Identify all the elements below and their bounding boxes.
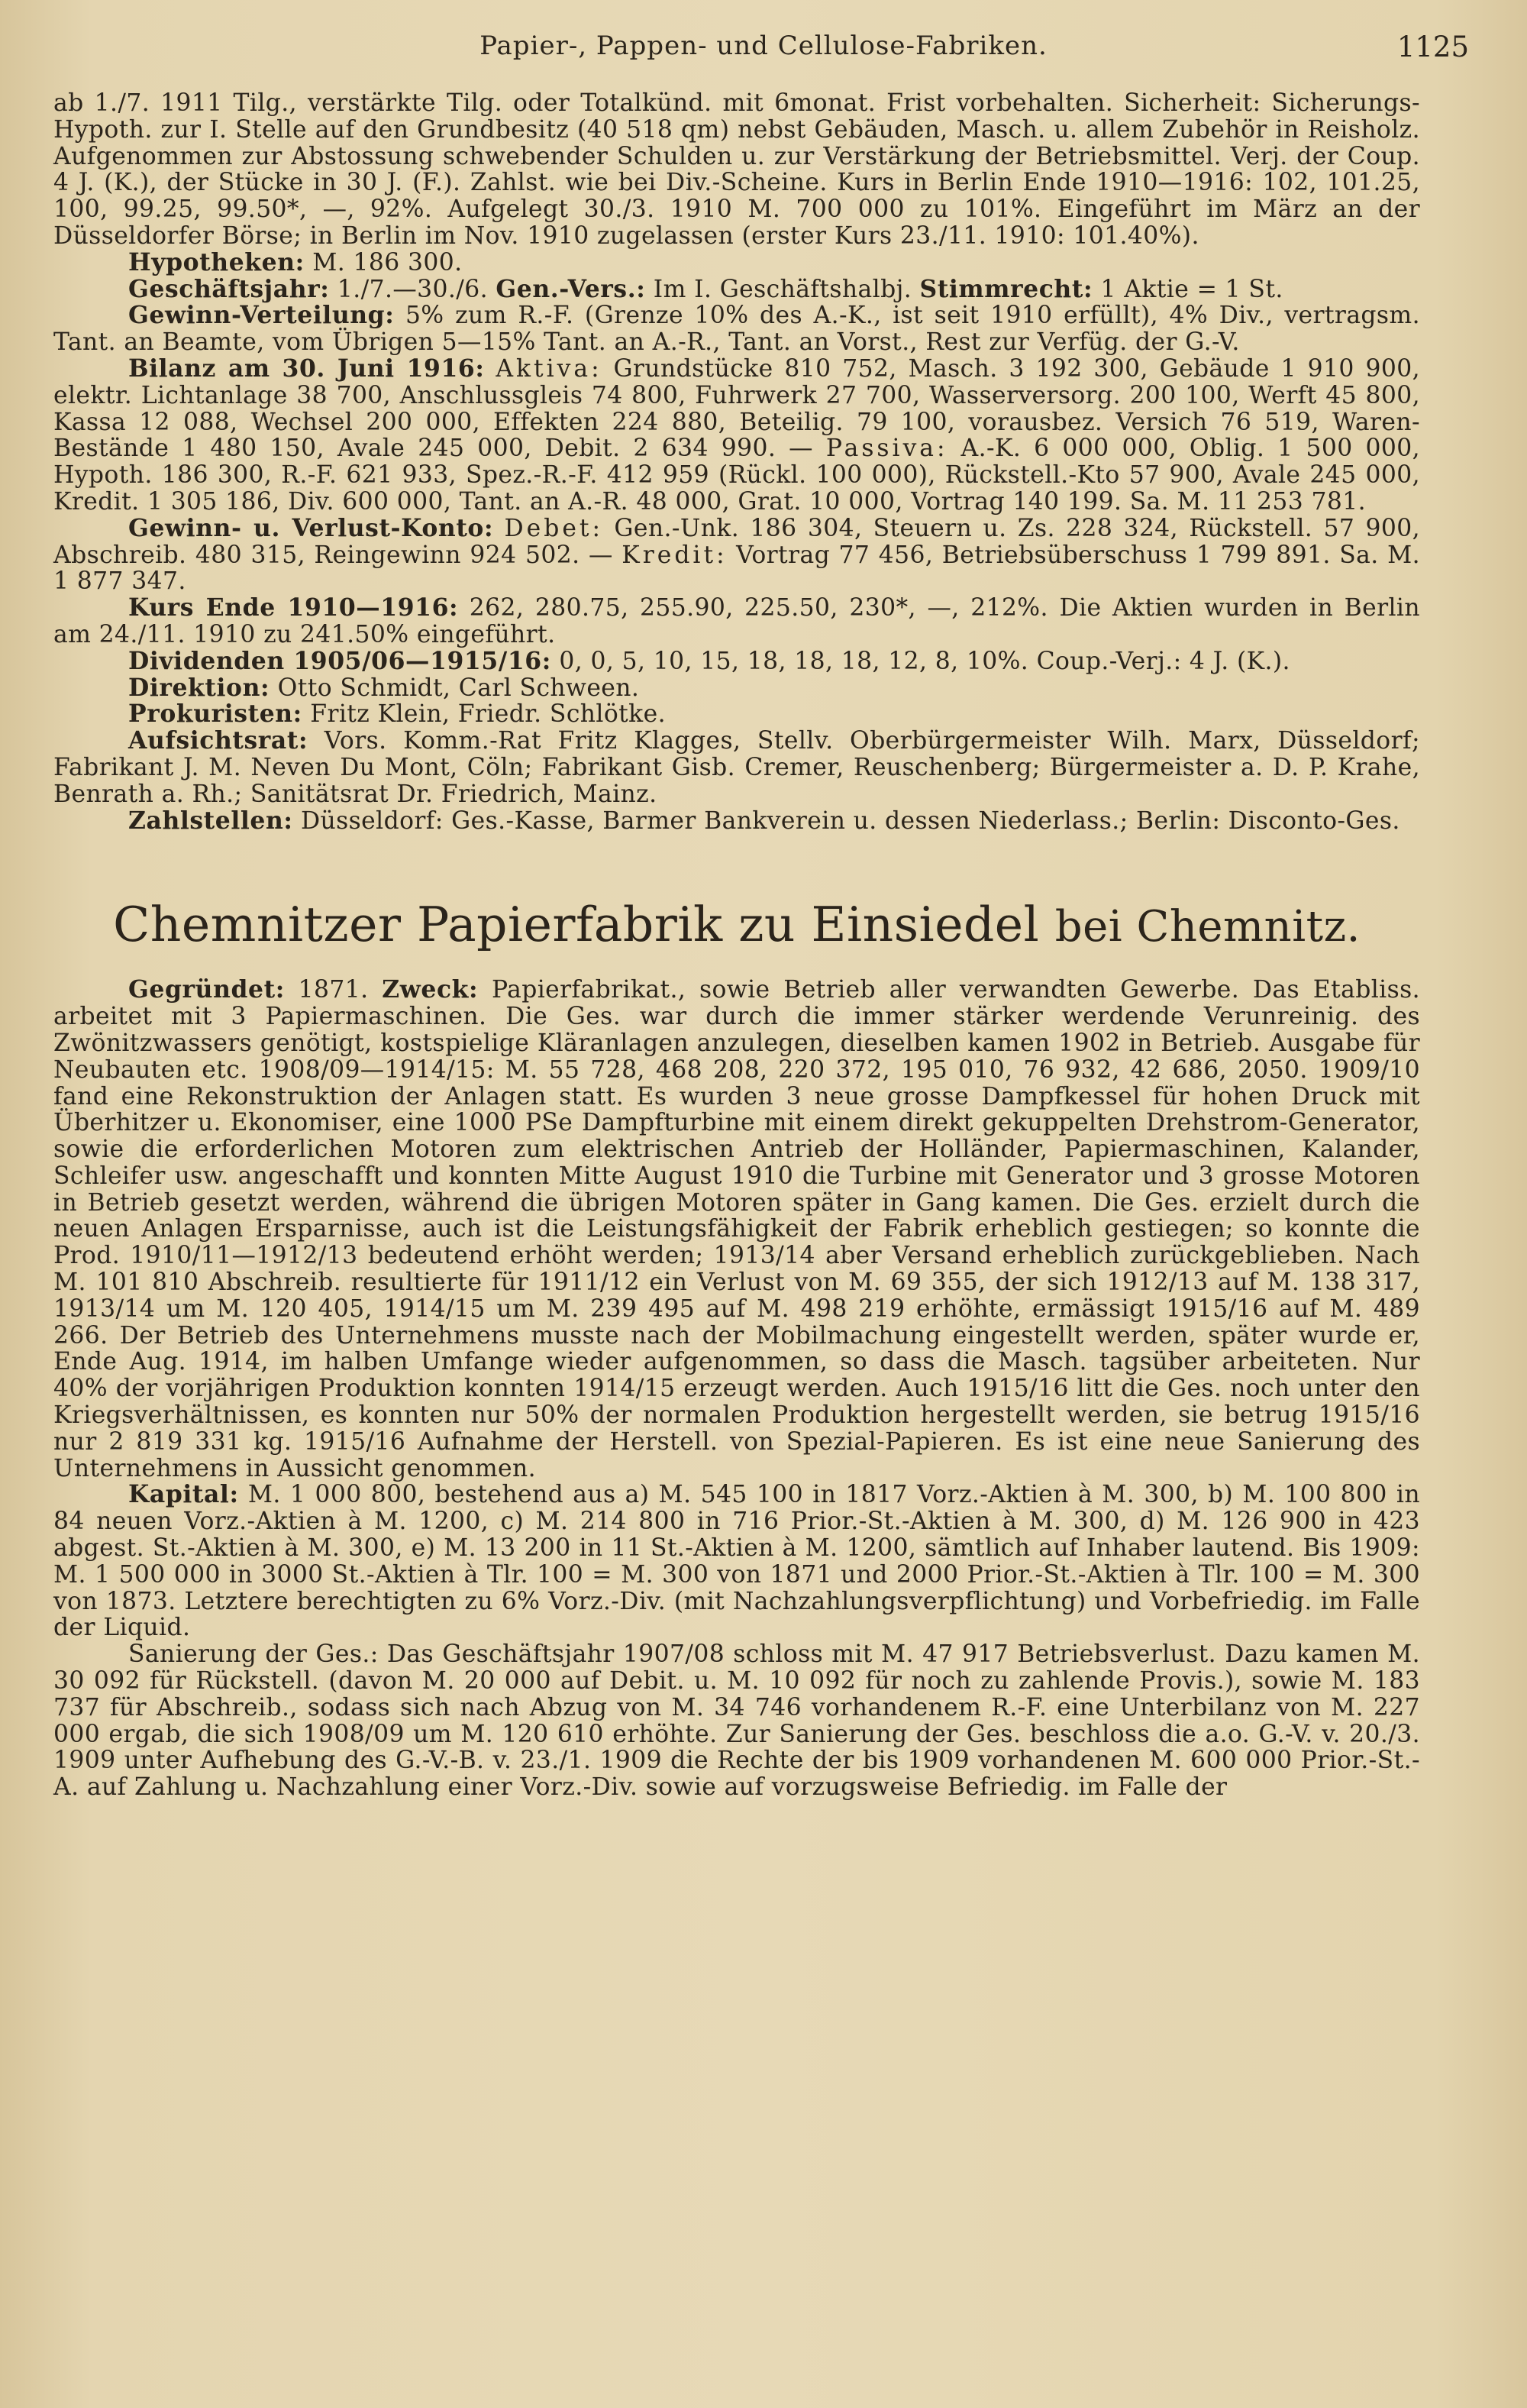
- sanierung-paragraph: Sanierung der Ges.: Das Geschäftsjahr 1907/08 schloss mit M. 47 917 Betriebsverlust. Dazu kamen M. 30 092 für Rückstell. (davon M. 20 000 auf Debit. u. M. 10 092 für noch zu zahlende Provis.), sowie M. 183 737 für Abschreib., sodass sich nach Abzug von M. 34 746 vorhandenem R.-F. eine Unterbilanz von M. 227 000 ergab, die sich 1908/09 um M. 120 610 erhöhte. Zur Sanierung der Ges. beschloss die a.o. G.-V. v. 20./3. 1909 unter Aufhebung des G.-V.-B. v. 23./1. 1909 die Rechte der bis 1909 vorhandenen M. 600 000 Prior.-St.-A. auf Zahlung u. Nachzahlung einer Vorz.-Div. sowie auf vorzugsweise Befriedig. im Falle der: [53, 1640, 1420, 1802]
- kredit-label: Kredit:: [621, 541, 728, 569]
- dividenden-label: Dividenden 1905/06—1915/16:: [128, 647, 551, 675]
- geschaeftsjahr-label: Geschäftsjahr:: [128, 275, 330, 303]
- prokuristen-label: Prokuristen:: [128, 700, 302, 729]
- stimmrecht-label: Stimmrecht:: [919, 275, 1093, 303]
- hypotheken-paragraph: [53, 250, 1420, 276]
- direktion-label: Direktion:: [128, 674, 270, 702]
- company-name: Chemnitzer Papierfabrik zu Einsiedel: [113, 897, 1040, 953]
- genvers-label: Gen.-Vers.:: [496, 275, 646, 303]
- bond-details-paragraph: ab 1./7. 1911 Tilg., verstärkte Tilg. oder Totalkünd. mit 6monat. Frist vorbehalten. Sicherheit: Sicherungs-Hypoth. zur I. Stelle auf den Grundbesitz (40 518 qm) nebst Gebäuden, Masch. u. allem Zubehör in Reisholz. Aufgenommen zur Abstossung schwebender Schulden u. zur Verstärkung der Betriebsmittel. Verj. der Coup. 4 J. (K.), der Stücke in 30 J. (F.). Zahlst. wie bei Div.-Scheine. Kurs in Berlin Ende 1910—1916: 102, 101.25, 100, 99.25, 99.50*, —, 92%. Aufgelegt 30./3. 1910 M. 700 000 zu 101%. Eingeführt im März an der Düsseldorfer Börse; in Berlin im Nov. 1910 zugelassen (erster Kurs 23./11. 1910: 101.40%).: [53, 89, 1420, 250]
- aufsichtsrat-text: Vors. Komm.-Rat Fritz Klagges, Stellv. Oberbürgermeister Wilh. Marx, Düsseldorf; Fabrikant J. M. Neven Du Mont, Cöln; Fabrikant Gisb. Cremer, Reuschenberg; Bürgermeister a. D. P. Krahe, Benrath a. Rh.; Sanitätsrat Dr. Friedrich, Mainz.: [53, 727, 1420, 808]
- dividenden-paragraph: [53, 648, 1420, 675]
- page-content: [53, 90, 1420, 1801]
- gewinn-verteilung-label: Gewinn-Verteilung:: [128, 302, 395, 330]
- hypotheken-label: Hypotheken:: [128, 248, 305, 276]
- gegruendet-label: Gegründet:: [128, 976, 285, 1004]
- gegruendet-text: 1871.: [298, 976, 369, 1004]
- zahlstellen-paragraph: [53, 808, 1420, 835]
- kapital-paragraph: [53, 1482, 1420, 1641]
- direktion-paragraph: [53, 675, 1420, 702]
- company-location: bei Chemnitz.: [1054, 902, 1361, 952]
- zweck-label: Zweck:: [382, 976, 479, 1004]
- gewinn-verlust-kredit: Vortrag 77 456, Betriebsüberschuss 1 799 891. Sa. M. 1 877 347.: [53, 541, 1421, 596]
- bilanz-paragraph: [53, 356, 1420, 516]
- zahlstellen-label: Zahlstellen:: [128, 806, 293, 835]
- gewinn-verteilung-text: 5% zum R.-F. (Grenze 10% des A.-K., ist seit 1910 erfüllt), 4% Div., vertragsm. Tant. an Beamte, vom Übrigen 5—15% Tant. an A.-R., Tant. an Vorst., Rest zur Verfüg. der G.-V.: [53, 302, 1420, 357]
- page-number: 1125: [1396, 31, 1469, 63]
- bilanz-label: Bilanz am 30. Juni 1916:: [128, 354, 485, 383]
- gewinn-verlust-label: Gewinn- u. Verlust-Konto:: [128, 514, 494, 542]
- geschaeftsjahr-paragraph: [53, 276, 1420, 303]
- geschaeftsjahr-text: 1./7.—30./6.: [337, 275, 488, 303]
- running-head: Papier-, Pappen- und Cellulose-Fabriken.: [479, 31, 1048, 61]
- hypotheken-text: M. 186 300.: [312, 248, 463, 276]
- prokuristen-paragraph: [53, 701, 1420, 728]
- gegruendet-zweck-paragraph: [53, 977, 1420, 1482]
- company-title: [53, 898, 1420, 954]
- kurs-label: Kurs Ende 1910—1916:: [128, 594, 459, 622]
- kurs-text: 262, 280.75, 255.90, 225.50, 230*, —, 212%. Die Aktien wurden in Berlin am 24./11. 1910 zu 241.50% eingeführt.: [53, 594, 1420, 648]
- aufsichtsrat-paragraph: [53, 728, 1420, 807]
- debet-label: Debet:: [504, 514, 604, 542]
- genvers-text: Im I. Geschäftshalbj.: [653, 275, 912, 303]
- zahlstellen-text: Düsseldorf: Ges.-Kasse, Barmer Bankverein u. dessen Niederlass.; Berlin: Disconto-Ges.: [300, 806, 1400, 835]
- stimmrecht-text: 1 Aktie = 1 St.: [1100, 275, 1283, 303]
- dividenden-text: 0, 0, 5, 10, 15, 18, 18, 18, 12, 8, 10%. Coup.-Verj.: 4 J. (K.).: [559, 647, 1290, 675]
- passiva-label: Passiva:: [825, 435, 948, 463]
- gewinn-verlust-debet: Gen.-Unk. 186 304, Steuern u. Zs. 228 324, Rückstell. 57 900, Abschreib. 480 315, Reingewinn 924 502. —: [53, 514, 1420, 569]
- kapital-label: Kapital:: [128, 1481, 239, 1509]
- bilanz-passiva: A.-K. 6 000 000, Oblig. 1 500 000, Hypoth. 186 300, R.-F. 621 933, Spez.-R.-F. 412 959 (Rückl. 100 000), Rückstell.-Kto 57 900, Avale 245 000, Kredit. 1 305 186, Div. 600 000, Tant. an A.-R. 48 000, Grat. 10 000, Vortrag 140 199. Sa. M. 11 253 781.: [53, 435, 1420, 516]
- direktion-text: Otto Schmidt, Carl Schween.: [277, 674, 640, 702]
- zweck-text: Papierfabrikat., sowie Betrieb aller verwandten Gewerbe. Das Etabliss. arbeitet mit 3 Papiermaschinen. Die Ges. war durch die immer stärker werdende Verunreinig. des Zwönitzwassers genötigt, kostspielige Kläranlagen anzulegen, dieselben kamen 1902 in Betrieb. Ausgabe für Neubauten etc. 1908/09—1914/15: M. 55 728, 468 208, 220 372, 195 010, 76 932, 42 686, 2050. 1909/10 fand eine Rekonstruktion der Anlagen statt. Es wurden 3 neue grosse Dampfkessel für hohen Druck mit Überhitzer u. Ekonomiser, eine 1000 PSe Dampfturbine mit einem direkt gekuppelten Drehstrom-Generator, sowie die erforderlichen Motoren zum elektrischen Antrieb der Holländer, Papiermaschinen, Kalander, Schleifer usw. angeschafft und konnten Mitte August 1910 die Turbine mit Generator und 3 grosse Motoren in Betrieb gesetzt werden, während die übrigen Motoren später in Gang kamen. Die Ges. erzielt durch die neuen Anlagen Ersparnisse, auch ist die Leistungsfähigkeit der Fabrik erheblich gestiegen; so konnte die Prod. 1910/11—1912/13 bedeutend erhöht werden; 1913/14 aber Versand erheblich zurückgeblieben. Nach M. 101 810 Abschreib. resultierte für 1911/12 ein Verlust von M. 69 355, der sich 1912/13 auf M. 138 317, 1913/14 um M. 120 405, 1914/15 um M. 239 495 auf M. 498 219 erhöhte, ermässigt 1915/16 auf M. 489 266. Der Betrieb des Unternehmens musste nach der Mobilmachung eingestellt werden, später wurde er, Ende Aug. 1914, im halben Umfange wieder aufgenommen, so dass die Masch. tagsüber arbeiteten. Nur 40% der vorjährigen Produktion konnten 1914/15 erzeugt werden. Auch 1915/16 litt die Ges. noch unter den Kriegsverhältnissen, es konnten nur 50% der normalen Produktion hergestellt werden, sie betrug 1915/16 nur 2 819 331 kg. 1915/16 Aufnahme der Herstell. von Spezial-Papieren. Es ist eine neue Sanierung des Unternehmens in Aussicht genommen.: [53, 976, 1420, 1482]
- kurs-paragraph: [53, 595, 1420, 648]
- bilanz-aktiva: Grundstücke 810 752, Masch. 3 192 300, Gebäude 1 910 900, elektr. Lichtanlage 38 700, Anschlussgleis 74 800, Fuhrwerk 27 700, Wasserversorg. 200 100, Werft 45 800, Kassa 12 088, Wechsel 200 000, Effekten 224 880, Beteilig. 79 100, vorausbez. Versich 76 519, Waren-Bestände 1 480 150, Avale 245 000, Debit. 2 634 990. —: [53, 354, 1420, 463]
- kapital-text: M. 1 000 800, bestehend aus a) M. 545 100 in 1817 Vorz.-Aktien à M. 300, b) M. 100 800 in 84 neuen Vorz.-Aktien à M. 1200, c) M. 214 800 in 716 Prior.-St.-Aktien à M. 300, d) M. 126 900 in 423 abgest. St.-Aktien à M. 300, e) M. 13 200 in 11 St.-Aktien à M. 1200, sämtlich auf Inhaber lautend. Bis 1909: M. 1 500 000 in 3000 St.-Aktien à Tlr. 100 = M. 300 von 1871 und 2000 Prior.-St.-Aktien à Tlr. 100 = M. 300 von 1873. Letztere berechtigten zu 6% Vorz.-Div. (mit Nachzahlungsverpflichtung) und Vorbefriedig. im Falle der Liquid.: [53, 1481, 1420, 1642]
- page-header: [58, 31, 1469, 76]
- gewinn-verlust-paragraph: [53, 516, 1420, 595]
- aufsichtsrat-label: Aufsichtsrat:: [128, 727, 308, 755]
- prokuristen-text: Fritz Klein, Friedr. Schlötke.: [310, 700, 666, 729]
- aktiva-label: Aktiva:: [496, 354, 602, 383]
- gewinn-verteilung-paragraph: [53, 302, 1420, 356]
